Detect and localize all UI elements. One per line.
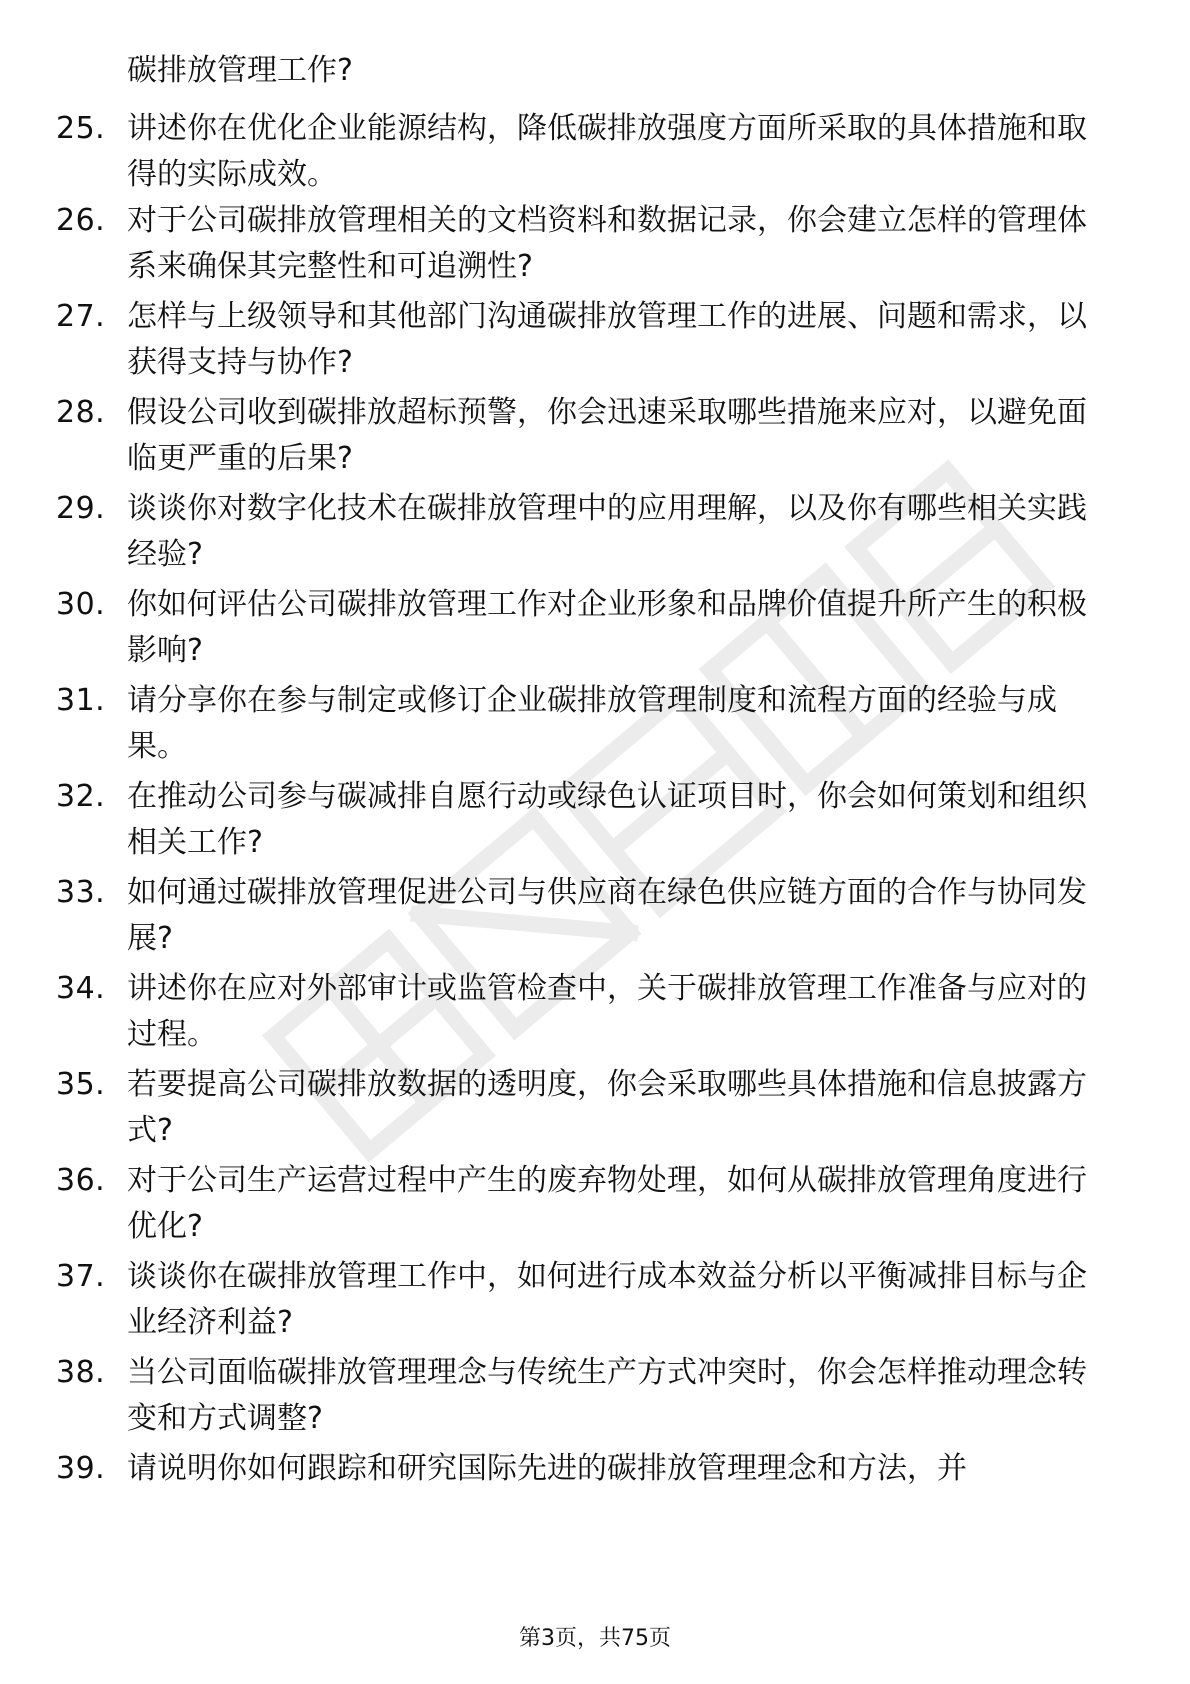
question-text: 对于公司生产运营过程中产生的废弃物处理，如何从碳排放管理角度进行优化? [127,1163,1087,1244]
list-item [56,678,1116,770]
question-text: 怎样与上级领导和其他部门沟通碳排放管理工作的进展、问题和需求，以获得支持与协作? [127,299,1087,380]
list-item [56,966,1116,1058]
list-item [56,1254,1116,1346]
question-number: 27. [56,299,106,334]
list-item [56,198,1116,290]
question-number: 38. [56,1355,106,1390]
list-item [56,1062,1116,1154]
question-number: 36. [56,1163,106,1198]
question-text: 请分享你在参与制定或修订企业碳排放管理制度和流程方面的经验与成果。 [127,683,1057,764]
question-number: 37. [56,1259,106,1294]
question-text: 讲述你在优化企业能源结构，降低碳排放强度方面所采取的具体措施和取得的实际成效。 [127,111,1087,192]
question-text: 对于公司碳排放管理相关的文档资料和数据记录，你会建立怎样的管理体系来确保其完整性和可追溯性? [127,203,1087,284]
question-number: 31. [56,683,106,718]
question-text: 你如何评估公司碳排放管理工作对企业形象和品牌价值提升所产生的积极影响? [127,587,1087,668]
question-number: 28. [56,395,106,430]
list-item [56,1446,1116,1492]
list-item [56,486,1116,578]
list-item [56,870,1116,962]
question-text: 请说明你如何跟踪和研究国际先进的碳排放管理理念和方法，并 [127,1451,967,1486]
question-text: 当公司面临碳排放管理理念与传统生产方式冲突时，你会怎样推动理念转变和方式调整? [127,1355,1087,1436]
question-number: 30. [56,587,106,622]
list-item [56,106,1116,198]
question-text: 谈谈你对数字化技术在碳排放管理中的应用理解，以及你有哪些相关实践经验? [127,491,1087,572]
question-number: 32. [56,779,106,814]
question-text: 在推动公司参与碳减排自愿行动或绿色认证项目时，你会如何策划和组织相关工作? [127,779,1087,860]
list-item [56,390,1116,482]
page-footer: 第3页，共75页 [519,1626,671,1651]
list-item [56,774,1116,866]
question-number: 34. [56,971,106,1006]
question-text: 如何通过碳排放管理促进公司与供应商在绿色供应链方面的合作与协同发展? [127,875,1087,956]
question-number: 39. [56,1451,106,1486]
continuation-text: 碳排放管理工作? [127,53,353,88]
list-item [56,1158,1116,1250]
list-item [56,294,1116,386]
question-number: 33. [56,875,106,910]
question-number: 35. [56,1067,106,1102]
question-text: 讲述你在应对外部审计或监管检查中，关于碳排放管理工作准备与应对的过程。 [127,971,1087,1052]
question-text: 若要提高公司碳排放数据的透明度，你会采取哪些具体措施和信息披露方式? [127,1067,1087,1148]
question-number: 29. [56,491,106,526]
list-item [56,582,1116,674]
list-item [56,1350,1116,1442]
question-text: 假设公司收到碳排放超标预警，你会迅速采取哪些措施来应对，以避免面临更严重的后果? [127,395,1087,476]
question-number: 26. [56,203,106,238]
question-text: 谈谈你在碳排放管理工作中，如何进行成本效益分析以平衡减排目标与企业经济利益? [127,1259,1087,1340]
question-number: 25. [56,111,106,146]
